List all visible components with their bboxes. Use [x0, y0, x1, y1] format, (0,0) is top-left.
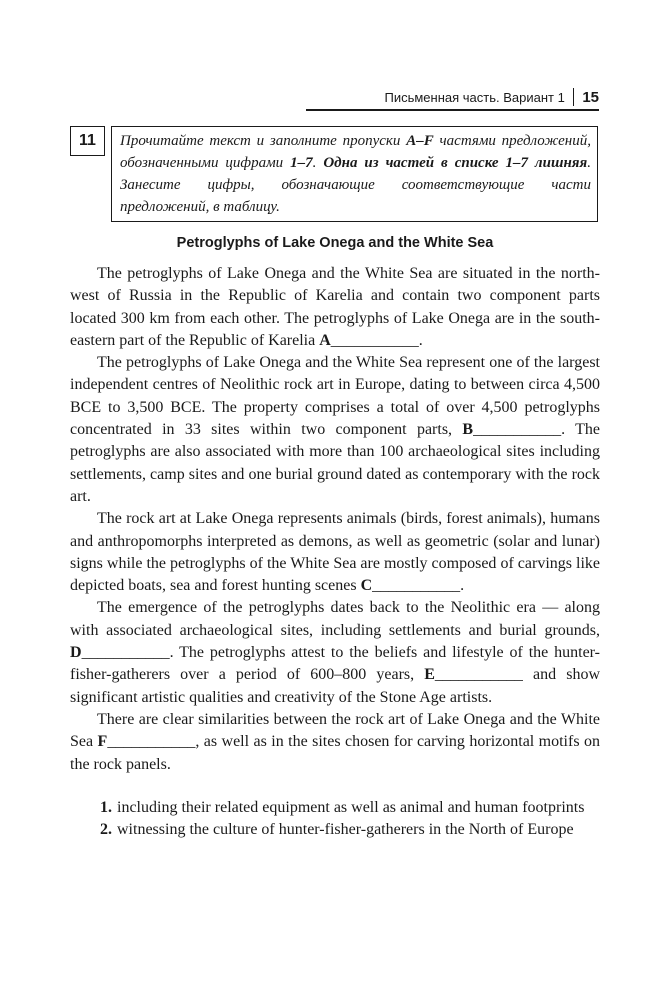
paragraph-text: . The petroglyphs attest to the beliefs and lifestyle of the hunter-fisher-gatherers over a period of 600–800 years,	[70, 644, 600, 684]
gap-blank-d: ___________	[81, 644, 170, 662]
option-text: including their related equipment as well as animal and human footprints	[117, 799, 585, 816]
instruction-text: .	[312, 155, 324, 171]
gap-letter-b: B	[462, 421, 474, 439]
paragraph-1	[70, 263, 600, 352]
task-number: 11	[70, 126, 105, 156]
instruction-bold: Одна из частей в списке 1–7 лишняя	[323, 155, 588, 171]
paragraph-text: , as well as in the sites chosen for carving horizontal motifs on the rock panels.	[70, 733, 600, 773]
paragraph-text: The rock art at Lake Onega represents animals (birds, forest animals), humans and anthropomorphs interpreted as demons, as well as geometric (solar and lunar) signs while the petroglyphs of the White Sea are mostly composed of carvings like depicted boats, sea and forest hunting scenes	[70, 510, 600, 595]
instruction-bold: A–F	[406, 133, 434, 149]
option-item	[70, 797, 600, 819]
paragraph-text: and show significant artistic qualities and creativity of the Stone Age artists.	[70, 666, 600, 706]
paragraph-text: There are clear similarities between the rock art of Lake Onega and the White Sea	[70, 710, 600, 751]
running-header	[384, 88, 599, 106]
header-title: Письменная часть. Вариант 1	[384, 89, 565, 105]
gap-letter-e: E	[424, 666, 435, 684]
options-list	[70, 797, 600, 842]
instruction-bold: 1–7	[290, 155, 313, 171]
gap-letter-c: C	[360, 577, 373, 595]
gap-letter-d: D	[70, 644, 82, 662]
text-title: Petroglyphs of Lake Onega and the White Sea	[176, 235, 494, 251]
option-number: 2.	[100, 821, 112, 839]
text-body	[70, 263, 600, 776]
gap-blank-c: ___________	[372, 577, 461, 595]
option-item	[70, 819, 600, 841]
gap-blank-e: ___________	[434, 666, 523, 684]
paragraph-text: The emergence of the petroglyphs dates back to the Neolithic era — along with associated archaeological sites, including settlements and burial grounds,	[70, 599, 600, 639]
task-instruction	[111, 126, 598, 222]
instruction-text: Прочитайте текст и заполните пропуски	[120, 133, 407, 149]
option-text: witnessing the culture of hunter-fisher-gatherers in the North of Europe	[117, 821, 574, 839]
paragraph-text: .	[460, 577, 465, 595]
paragraph-text: .	[418, 331, 423, 349]
paragraph-4	[70, 597, 600, 708]
paragraph-text: . The petroglyphs are also associated with more than 100 archaeological sites including settlements, camp sites and one burial ground dated as contemporary with the rock art.	[70, 421, 601, 505]
option-number: 1.	[100, 799, 112, 816]
paragraph-text: The petroglyphs of Lake Onega and the White Sea represent one of the largest independent centres of Neolithic rock art in Europe, dating to between circa 4,500 BCE to 3,500 BCE. The property comprises a total of over 4,500 petroglyphs concentrated in 33 sites within two component parts,	[70, 354, 600, 439]
paragraph-5	[70, 709, 600, 776]
paragraph-2	[70, 352, 600, 508]
header-rule	[306, 109, 599, 111]
paragraph-3	[70, 508, 600, 597]
gap-letter-f: F	[97, 733, 108, 751]
paragraph-text: The petroglyphs of Lake Onega and the White Sea are situated in the north-west of Russia in the Republic of Karelia and contain two component parts located 300 km from each other. The petroglyphs of Lake Onega are in the south-eastern part of the Republic of Karelia	[70, 265, 600, 349]
instruction-text: . Занесите цифры, обозначающие соответствующие части предложений, в таблицу.	[120, 155, 591, 215]
instruction-text: частями предложений, обозначенными цифрами	[120, 133, 591, 171]
header-separator	[573, 88, 575, 106]
gap-blank-a: ___________	[330, 331, 419, 349]
gap-blank-f: ___________	[107, 733, 196, 751]
gap-letter-a: A	[319, 331, 331, 349]
page-number: 15	[582, 88, 599, 106]
gap-blank-b: ___________	[473, 421, 562, 439]
